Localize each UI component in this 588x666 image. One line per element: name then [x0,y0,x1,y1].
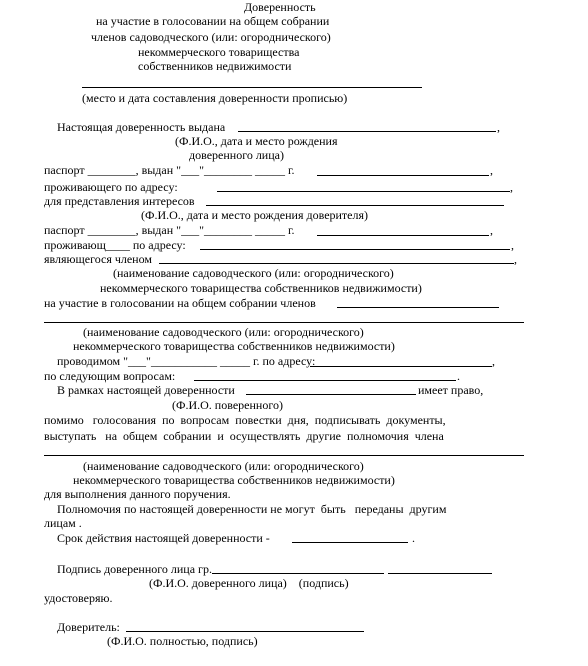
member-of-label: являющегося членом [44,252,152,266]
address-blank-1[interactable] [217,191,510,192]
signature-line-label: Подпись доверенного лица гр. [57,562,212,576]
address-blank-2[interactable] [200,249,510,250]
principal-sign-blank[interactable] [126,631,364,632]
comma: , [510,180,513,194]
validity-end: . [412,531,415,545]
heading-line-4: собственников недвижимости [138,59,292,73]
comma: , [490,163,493,177]
certify-label: удостоверяю. [44,591,113,605]
passport-line-1: паспорт ________, выдан "___"________ _____ г. [44,163,295,177]
held-line-label: проводимом "___"___________ _____ г. по адресу: [57,354,316,368]
comma: , [492,354,495,368]
org-label-c2: некоммерческого товарищества собственников недвижимости) [73,473,395,487]
no-transfer-line-1: Полномочия по настоящей доверенности не могут быть переданы другим [57,502,447,516]
for-interests-label: для представления интересов [44,194,195,208]
heading-line-2: членов садоводческого (или: огороднического) [91,30,331,44]
passport-issuer-blank-2[interactable] [317,235,489,236]
for-execution-label: для выполнения данного поручения. [44,487,231,501]
comma: , [511,238,514,252]
principal-sign-label: Доверитель: [57,620,120,634]
attorney-blank[interactable] [246,394,416,395]
org-label-c1: (наименование садоводческого (или: огороднического) [83,459,364,473]
attorney-fio-blank[interactable] [238,131,496,132]
principal-blank[interactable] [206,205,504,206]
questions-blank[interactable] [194,380,456,381]
period: . [457,369,460,383]
attorney-signature-blank[interactable] [388,573,492,574]
heading-line-1: на участие в голосовании на общем собрании [96,14,330,28]
following-questions-label: по следующим вопросам: [44,369,176,383]
comma: , [514,252,517,266]
heading-line-3: некоммерческого товарищества [138,45,300,59]
place-date-blank[interactable] [82,87,422,88]
org-label-b2: некоммерческого товарищества собственников недвижимости) [73,339,395,353]
attorney-name-blank[interactable] [212,573,384,574]
place-date-label: (место и дата составления доверенности прописью) [82,91,348,105]
validity-blank[interactable] [292,542,408,543]
no-transfer-line-2: лицам . [44,516,82,530]
comma: , [497,120,500,134]
has-right-label: имеет право, [418,383,484,397]
org-label-a2: некоммерческого товарищества собственников недвижимости) [100,281,422,295]
voting-org-blank-b[interactable] [44,322,524,323]
meeting-address-blank[interactable] [310,366,492,367]
within-scope-label: В рамках настоящей доверенности [57,383,235,397]
organization-blank-2[interactable] [44,455,524,456]
residing-label-1: проживающего по адресу: [44,180,178,194]
issued-to-label: Настоящая доверенность выдана [57,120,226,134]
document-title: Доверенность [244,0,316,14]
principal-sign-caption: (Ф.И.О. полностью, подпись) [107,634,258,648]
org-label-a1: (наименование садоводческого (или: огороднического) [113,266,394,280]
org-label-b1: (наименование садоводческого (или: огороднического) [83,325,364,339]
voting-org-blank-a[interactable] [337,307,499,308]
signature-label: (Ф.И.О. доверенного лица) (подпись) [149,576,349,590]
passport-line-2: паспорт ________, выдан "___"________ _____ г. [44,223,295,237]
fio-birth-label-2: доверенного лица) [189,148,284,162]
organization-blank-1[interactable] [159,263,514,264]
validity-label: Срок действия настоящей доверенности - [57,531,270,545]
fio-birth-label-1: (Ф.И.О., дата и место рождения [175,134,338,148]
passport-issuer-blank-1[interactable] [317,175,489,176]
attorney-label: (Ф.И.О. поверенного) [172,398,283,412]
voting-line-label: на участие в голосовании на общем собрании членов [44,296,316,310]
powers-line-2: выступать на общем собрании и осуществлять другие полномочия члена [44,429,444,443]
residing-label-2: проживающ____ по адресу: [44,238,186,252]
comma: , [490,223,493,237]
principal-label: (Ф.И.О., дата и место рождения доверителя) [141,208,369,222]
powers-line-1: помимо голосования по вопросам повестки дня, подписывать документы, [44,413,446,427]
